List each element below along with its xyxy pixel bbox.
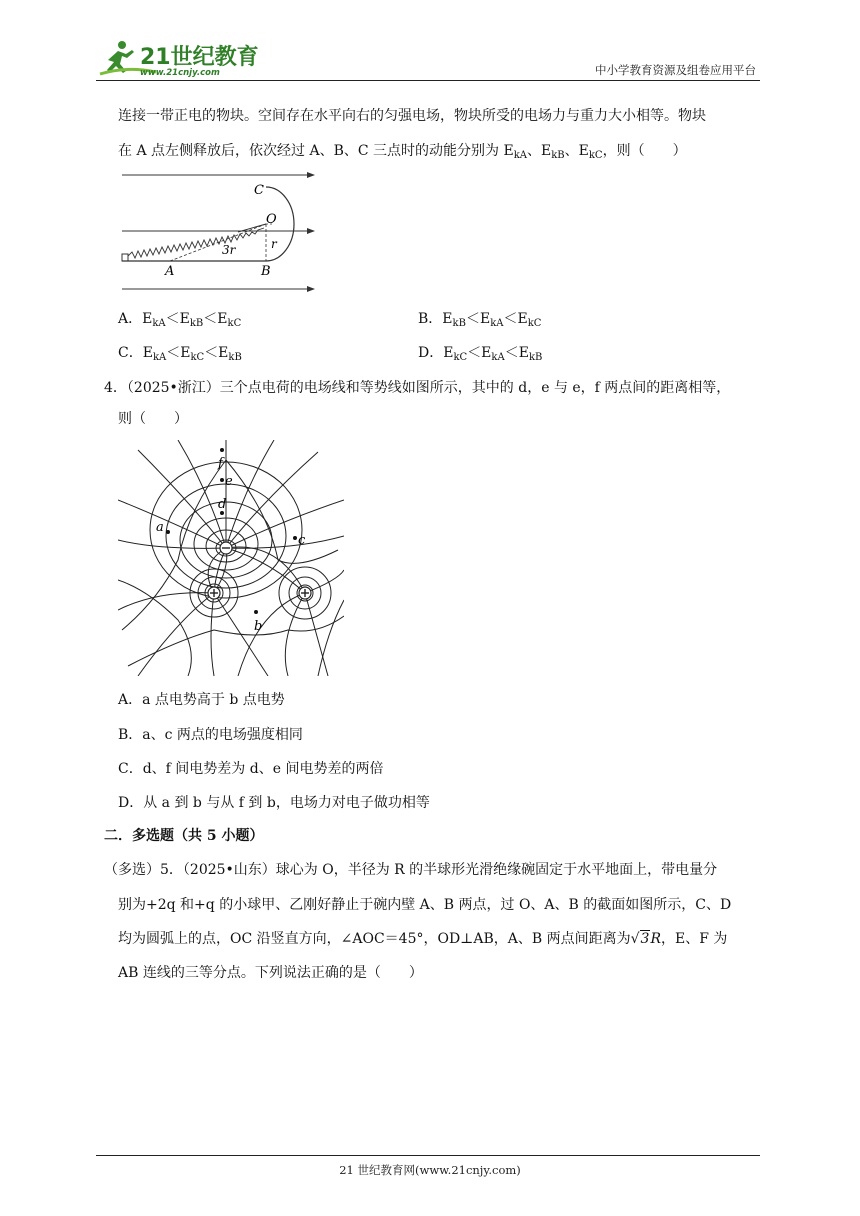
q3-option-d[interactable]: D．$E_{kC}<E_{kA}<E_{kB}$ <box>418 345 543 363</box>
point-a-dot <box>166 530 170 534</box>
negative-charge <box>220 542 232 554</box>
section-title-multi-choice: 二．多选题（共 5 小题） <box>104 828 264 844</box>
label-c: c <box>298 533 306 548</box>
label-b: b <box>254 619 263 634</box>
sqrt3-R: √3R <box>630 931 661 947</box>
logo-url-text: www.21cnjy.com <box>140 68 220 78</box>
site-logo <box>96 38 266 78</box>
label-e: e <box>225 474 233 489</box>
q4-option-a[interactable]: A．a 点电势高于 b 点电势 <box>118 692 285 708</box>
positive-charge-right <box>299 587 311 599</box>
point-e-dot <box>220 478 224 482</box>
label-d: d <box>218 497 227 512</box>
q3-option-b[interactable]: B．$E_{kB}<E_{kA}<E_{kC}$ <box>418 311 542 329</box>
footer-text: 21 世纪教育网(www.21cnjy.com) <box>339 1163 521 1177</box>
q4-option-c[interactable]: C．d、f 间电势差为 d、e 间电势差的两倍 <box>118 761 384 777</box>
label-C: C <box>254 183 264 198</box>
positive-charge-left <box>208 587 220 599</box>
page-header <box>96 38 760 81</box>
q5-line3: 均为圆弧上的点，OC 沿竖直方向，∠AOC＝45°，OD⊥AB，A、B 两点间距离为√3R，E、F 为 <box>118 931 728 947</box>
q3-option-a[interactable]: A．$E_{kA}<E_{kB}<E_{kC}$ <box>118 311 242 329</box>
q5-line4: AB 连线的三等分点。下列说法正确的是（ ） <box>118 965 423 981</box>
label-a: a <box>156 520 164 535</box>
point-b-dot <box>254 610 258 614</box>
header-right-text: 中小学教育资源及组卷应用平台 <box>595 63 756 77</box>
q4-option-b[interactable]: B．a、c 两点的电场强度相同 <box>118 727 303 743</box>
point-c-dot <box>293 536 297 540</box>
q3-figure <box>118 168 318 296</box>
q4-line2: 则（ ） <box>118 411 188 427</box>
label-f: f <box>218 456 223 471</box>
label-B: B <box>261 264 271 279</box>
logo-main-text: 21世纪教育 <box>140 45 259 70</box>
wall-block <box>122 254 128 261</box>
label-r: r <box>271 237 277 251</box>
spring <box>128 228 264 258</box>
q4-option-d[interactable]: D．从 a 到 b 与从 f 到 b，电场力对电子做功相等 <box>118 795 430 811</box>
label-A: A <box>165 264 175 279</box>
q4-line1: 4．（2025•浙江）三个点电荷的电场线和等势线如图所示，其中的 d，e 与 e，f 两点间的距离相等， <box>104 380 731 396</box>
footer-divider <box>96 1155 760 1156</box>
q5-line1: （多选）5．（2025•山东）球心为 O，半径为 R 的半球形光滑绝缘碗固定于水平地面上，带电量分 <box>104 862 718 878</box>
q3-option-c[interactable]: C．$E_{kA}<E_{kC}<E_{kB}$ <box>118 345 242 363</box>
label-O: O <box>266 212 277 227</box>
q3-line2: 在 A 点左侧释放后，依次经过 A、B、C 三点时的动能分别为 $E_{kA}$、$E_{kB}$、$E_{kC}$，则（ ） <box>118 143 687 161</box>
q5-line2: 别为+2q 和+q 的小球甲、乙刚好静止于碗内壁 A、B 两点，过 O、A、B 的截面如图所示，C、D <box>118 897 732 913</box>
dashed-AO <box>170 224 266 261</box>
q3-line1: 连接一带正电的物块。空间存在水平向右的匀强电场，物块所受的电场力与重力大小相等。物块 <box>118 108 706 124</box>
label-3r: 3r <box>222 243 236 257</box>
q4-figure <box>118 440 344 676</box>
point-top-dot <box>220 448 224 452</box>
